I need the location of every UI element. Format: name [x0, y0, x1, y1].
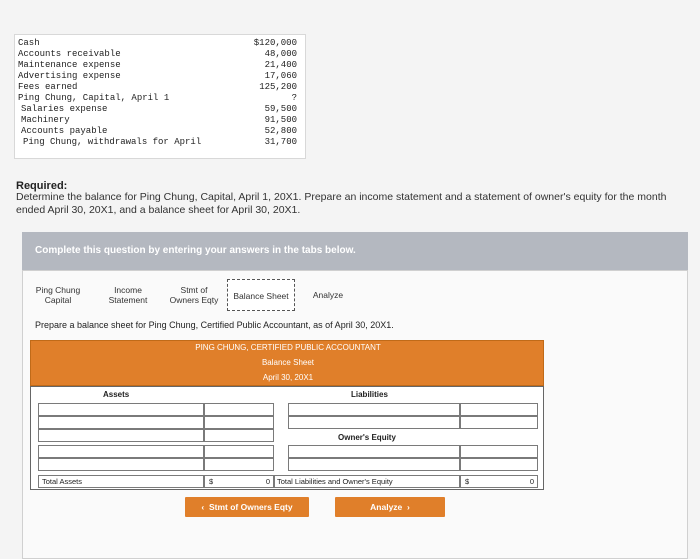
asset-name-input[interactable]: [38, 429, 204, 442]
ledger-row: [15, 115, 305, 126]
owners-equity-header: Owner's Equity: [338, 433, 396, 442]
liability-amount-input[interactable]: [460, 416, 538, 429]
ledger-label: Ping Chung, withdrawals for April: [23, 137, 202, 147]
ledger-amount: $120,000: [253, 38, 297, 48]
tab-label-line1: Stmt of: [180, 285, 208, 295]
equity-name-input[interactable]: [288, 445, 460, 458]
equity-amount-input[interactable]: [460, 458, 538, 471]
ledger-label: Ping Chung, Capital, April 1: [18, 93, 170, 103]
asset-amount-input[interactable]: [204, 429, 274, 442]
ledger-label: Advertising expense: [18, 71, 121, 81]
tab-stmt-owners-eqty[interactable]: [165, 279, 223, 311]
ledger-label: Cash: [18, 38, 40, 48]
liabilities-header: Liabilities: [351, 390, 388, 399]
total-assets-cell: [38, 475, 204, 488]
tab-balance-sheet[interactable]: [227, 279, 295, 311]
ledger-amount: 48,000: [264, 49, 297, 59]
tab-label-line1: Income: [114, 285, 142, 295]
asset-name-input[interactable]: [38, 445, 204, 458]
ledger-amount: 21,400: [264, 60, 297, 70]
ledger-amount: 52,800: [264, 126, 297, 136]
prev-tab-label: Stmt of Owners Eqty: [208, 502, 293, 512]
company-name: PING CHUNG, CERTIFIED PUBLIC ACCOUNTANT: [195, 343, 381, 352]
ledger-label: Machinery: [21, 115, 70, 125]
ledger-label: Accounts receivable: [18, 49, 121, 59]
account-balances-table: [14, 34, 306, 159]
ledger-label: Salaries expense: [21, 104, 108, 114]
asset-name-input[interactable]: [38, 458, 204, 471]
tab-label-line1: Balance Sheet: [233, 291, 289, 301]
ledger-amount: 17,060: [264, 71, 297, 81]
ledger-row: [15, 137, 305, 148]
equity-amount-input[interactable]: [460, 445, 538, 458]
question-text: Determine the balance for Ping Chung, Capital, April 1, 20X1. Prepare an income statement and a statement of owner's equity for the month ended April 30, 20X1, and a balance sheet for April 30, 20X1.: [16, 191, 667, 216]
equity-name-input[interactable]: [288, 458, 460, 471]
instruction-banner: [22, 232, 688, 270]
tab-label-line2: Capital: [44, 295, 72, 305]
ledger-row: [15, 60, 305, 71]
ledger-amount: ?: [291, 93, 297, 103]
currency-symbol: $: [209, 477, 214, 486]
total-liabilities-label: Total Liabilities and Owner's Equity: [277, 477, 393, 486]
tab-analyze[interactable]: [297, 279, 359, 311]
total-liabilities-value-cell: [460, 475, 538, 488]
ledger-row: [15, 126, 305, 137]
liability-name-input[interactable]: [288, 416, 460, 429]
ledger-row: [15, 104, 305, 115]
ledger-row: [15, 38, 305, 49]
total-assets-value-cell: [204, 475, 274, 488]
total-liabilities-value: 0: [529, 477, 534, 486]
asset-name-input[interactable]: [38, 416, 204, 429]
next-tab-button[interactable]: [335, 497, 445, 517]
asset-amount-input[interactable]: [204, 416, 274, 429]
ledger-amount: 59,500: [264, 104, 297, 114]
chevron-right-icon: ›: [402, 502, 410, 512]
prev-tab-button[interactable]: [185, 497, 309, 517]
tab-label-line1: Analyze: [312, 290, 344, 300]
asset-amount-input[interactable]: [204, 403, 274, 416]
ledger-label: Accounts payable: [21, 126, 108, 136]
total-assets-label: Total Assets: [42, 477, 83, 486]
tab-label-line1: Ping Chung: [35, 285, 81, 295]
tab-label-line2: Statement: [108, 295, 148, 305]
balance-sheet-header: [30, 340, 544, 386]
required-heading: Required:: [16, 180, 68, 192]
chevron-left-icon: ‹: [201, 502, 209, 512]
instruction-text: Prepare a balance sheet for Ping Chung, Certified Public Accountant, as of April 30, 20X1.: [35, 320, 394, 330]
ledger-row: [15, 82, 305, 93]
tab-income-statement[interactable]: [99, 279, 157, 311]
ledger-row: [15, 93, 305, 104]
balance-sheet-grid: [30, 386, 544, 490]
statement-title: Balance Sheet: [261, 358, 315, 367]
ledger-amount: 125,200: [259, 82, 297, 92]
ledger-row: [15, 71, 305, 82]
currency-symbol: $: [465, 477, 470, 486]
total-assets-value: 0: [265, 477, 270, 486]
tab-ping-chung-capital[interactable]: [27, 279, 89, 311]
liability-name-input[interactable]: [288, 403, 460, 416]
banner-text: Complete this question by entering your answers in the tabs below.: [35, 245, 356, 256]
ledger-amount: 91,500: [264, 115, 297, 125]
asset-amount-input[interactable]: [204, 458, 274, 471]
total-liabilities-cell: [274, 475, 460, 488]
ledger-row: [15, 49, 305, 60]
asset-amount-input[interactable]: [204, 445, 274, 458]
statement-date: April 30, 20X1: [262, 373, 314, 382]
ledger-label: Fees earned: [18, 82, 78, 92]
liability-amount-input[interactable]: [460, 403, 538, 416]
tab-label-line2: Owners Eqty: [169, 295, 219, 305]
asset-name-input[interactable]: [38, 403, 204, 416]
ledger-label: Maintenance expense: [18, 60, 121, 70]
assets-header: Assets: [103, 390, 130, 399]
ledger-amount: 31,700: [264, 137, 297, 147]
next-tab-label: Analyze: [370, 502, 403, 512]
